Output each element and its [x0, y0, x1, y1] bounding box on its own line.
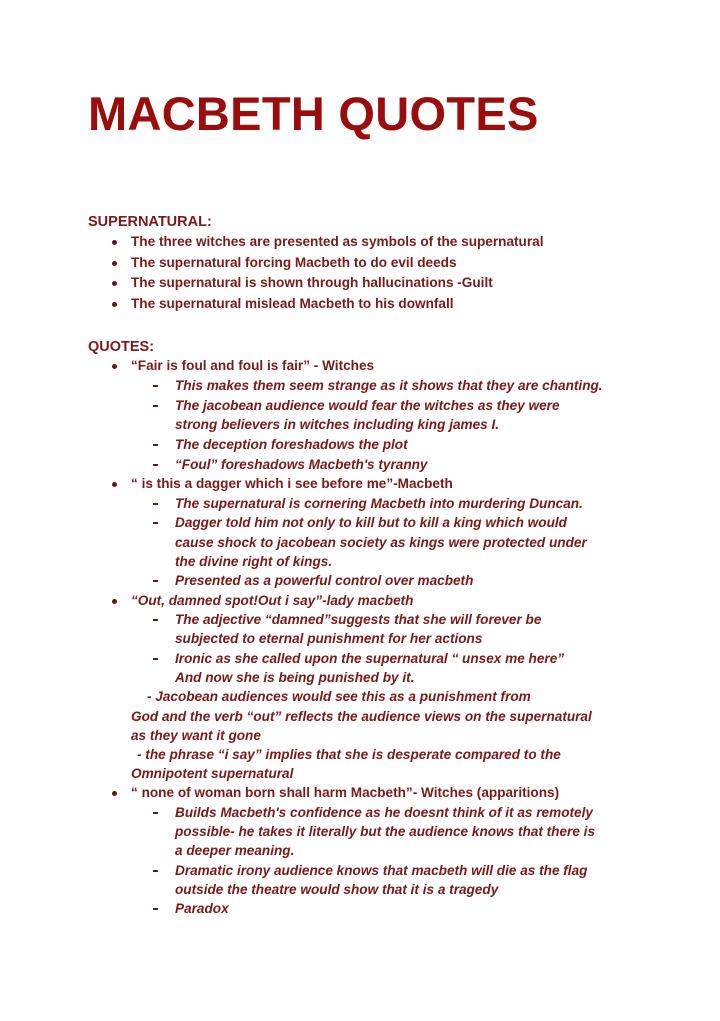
quote-4-note: Dramatic irony audience knows that macbeth will die as the flag — [175, 863, 588, 878]
page-title: MACBETH QUOTES — [88, 87, 539, 140]
quote-1-note: This makes them seem strange as it shows that they are chanting. — [175, 378, 603, 393]
bullet-dot — [112, 261, 117, 266]
dash-marker — [153, 405, 158, 407]
quote-2-note: the divine right of kings. — [175, 554, 333, 569]
quote-1-note: The deception foreshadows the plot — [175, 437, 408, 452]
quote-3-note: as they want it gone — [131, 728, 261, 743]
quote-3-note: God and the verb “out” reflects the audience views on the supernatural — [131, 709, 592, 724]
supernatural-bullet-4: The supernatural mislead Macbeth to his downfall — [131, 296, 454, 311]
quote-2-note: cause shock to jacobean society as kings were protected under — [175, 535, 587, 550]
quote-3-note: Omnipotent supernatural — [131, 766, 294, 781]
quote-3: “Out, damned spot!Out i say”-lady macbeth — [131, 593, 414, 608]
quote-3-note: The adjective “damned”suggests that she will forever be — [175, 612, 542, 627]
quote-3-note: Ironic as she called upon the supernatural “ unsex me here” — [175, 651, 565, 666]
bullet-dot — [112, 482, 117, 487]
bullet-dot — [112, 364, 117, 369]
quote-3-note: - the phrase “i say” implies that she is desperate compared to the — [137, 747, 561, 762]
quote-4-note: a deeper meaning. — [175, 843, 295, 858]
dash-marker — [153, 444, 158, 446]
bullet-dot — [112, 302, 117, 307]
quote-4-note: possible- he takes it literally but the audience knows that there is — [175, 824, 596, 839]
section-heading-quotes: QUOTES: — [88, 339, 155, 355]
dash-marker — [153, 503, 158, 505]
bullet-dot — [112, 791, 117, 796]
quote-4: “ none of woman born shall harm Macbeth”- Witches (apparitions) — [131, 785, 560, 800]
quote-2: “ is this a dagger which i see before me”-Macbeth — [131, 476, 453, 491]
dash-marker — [153, 658, 158, 660]
quote-3-note: - Jacobean audiences would see this as a punishment from — [147, 689, 531, 704]
dash-marker — [153, 619, 158, 621]
supernatural-bullet-2: The supernatural forcing Macbeth to do evil deeds — [131, 255, 457, 270]
bullet-dot — [112, 599, 117, 604]
quote-4-note: outside the theatre would show that it is a tragedy — [175, 882, 499, 897]
supernatural-bullet-1: The three witches are presented as symbols of the supernatural — [131, 234, 544, 249]
quote-3-note: subjected to eternal punishment for her actions — [175, 631, 483, 646]
dash-marker — [153, 870, 158, 872]
dash-marker — [153, 908, 158, 910]
dash-marker — [153, 580, 158, 582]
quote-1: “Fair is foul and foul is fair” - Witches — [131, 358, 375, 373]
bullet-dot — [112, 240, 117, 245]
supernatural-bullet-3: The supernatural is shown through hallucinations -Guilt — [131, 275, 493, 290]
quote-1-note: “Foul” foreshadows Macbeth's tyranny — [175, 457, 428, 472]
bullet-dot — [112, 281, 117, 286]
quote-4-note: Builds Macbeth's confidence as he doesnt think of it as remotely — [175, 805, 593, 820]
quote-2-note: Dagger told him not only to kill but to kill a king which would — [175, 515, 567, 530]
dash-marker — [153, 812, 158, 814]
quote-2-note: The supernatural is cornering Macbeth into murdering Duncan. — [175, 496, 583, 511]
quote-4-note: Paradox — [175, 901, 229, 916]
dash-marker — [153, 464, 158, 466]
quote-3-note: And now she is being punished by it. — [175, 670, 415, 685]
quote-1-note: The jacobean audience would fear the witches as they were — [175, 398, 560, 413]
section-heading-supernatural: SUPERNATURAL: — [88, 214, 212, 230]
quote-2-note: Presented as a powerful control over macbeth — [175, 573, 474, 588]
dash-marker — [153, 385, 158, 387]
dash-marker — [153, 522, 158, 524]
quote-1-note: strong believers in witches including king james I. — [175, 417, 500, 432]
